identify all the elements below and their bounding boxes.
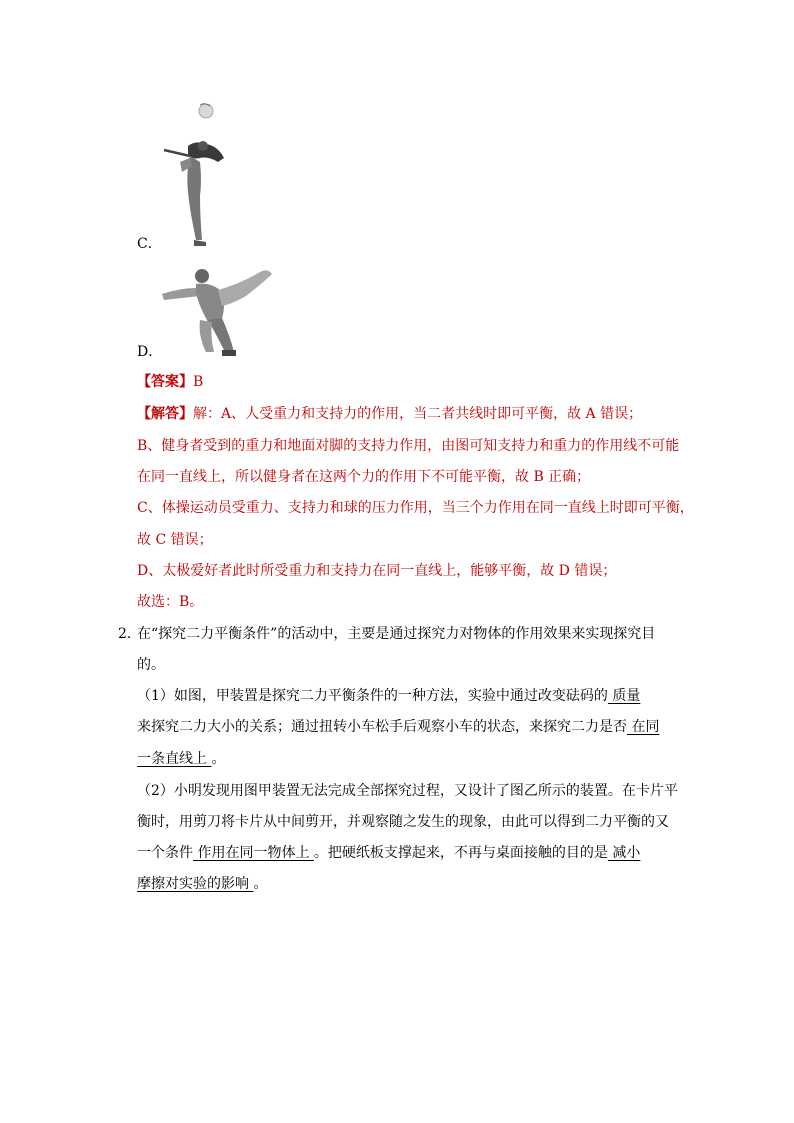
analysis-tag: 【解答】: [137, 406, 193, 422]
part2-blank-reduce-a: 减小: [607, 845, 641, 861]
part1-end: 。: [211, 751, 226, 767]
part2-text-a: 一个条件: [137, 845, 193, 861]
part1-blank-line-a: 在同: [627, 719, 660, 735]
answer-value: B: [193, 374, 204, 390]
part2-line1: （2）小明发现用图甲装置无法完成全部探究过程，又设计了图乙所示的装置。在卡片平: [137, 783, 678, 799]
question2-stem-line1: 在“探究二力平衡条件”的活动中，主要是通过探究力对物体的作用效果来实现探究目: [137, 626, 656, 642]
option-c-label: C．: [137, 236, 162, 252]
part1-line1: [137, 686, 640, 706]
analysis-line-5: 故 C 错误；: [137, 532, 213, 548]
analysis-line-6: D、太极爱好者此时所受重力和支持力在同一直线上，能够平衡，故 D 错误；: [137, 563, 617, 579]
question2-number: 2．: [118, 626, 141, 642]
answer-tag: 【答案】: [137, 374, 193, 390]
part1-text-1: （1）如图，甲装置是探究二力平衡条件的一种方法，实验中通过改变砝码的: [137, 688, 608, 704]
part2-end: 。: [253, 876, 268, 892]
part2-text-b: 。把硬纸板支撑起来，不再与桌面接触的目的是: [313, 845, 608, 861]
analysis-line-7: 故选：B。: [137, 594, 204, 610]
analysis-line-1: [137, 404, 642, 424]
figure-d-taichi-image: [160, 266, 274, 356]
part2-line4: [137, 874, 267, 894]
part2-blank-reduce-b: 摩擦对实验的影响: [137, 876, 254, 892]
part1-text-2: 来探究二力大小的关系；通过扭转小车松手后观察小车的状态，来探究二力是否: [137, 719, 627, 735]
part1-line3: [137, 749, 225, 769]
answer-line: [137, 372, 203, 392]
part1-line2: [137, 717, 659, 737]
part1-blank-mass: 质量: [607, 688, 641, 704]
option-d-label: D．: [137, 344, 163, 360]
analysis-line-2: B、健身者受到的重力和地面对脚的支持力作用，由图可知支持力和重力的作用线不可能: [137, 438, 680, 454]
part1-blank-line-b: 一条直线上: [137, 751, 212, 767]
figure-c-gymnast-image: [160, 100, 235, 248]
question2-stem-line2: 的。: [137, 657, 165, 673]
analysis-text: 解：A、人受重力和支持力的作用，当二者共线时即可平衡，故 A 错误；: [193, 406, 643, 422]
analysis-line-3: 在同一直线上，所以健身者在这两个力的作用下不可能平衡，故 B 正确；: [137, 469, 591, 485]
analysis-line-4: C、体操运动员受重力、支持力和球的压力作用，当三个力作用在同一直线上时即可平衡，: [137, 500, 694, 516]
part2-line3: [137, 843, 640, 863]
part2-blank-same-object: 作用在同一物体上: [193, 845, 314, 861]
part2-line2: 衡时，用剪刀将卡片从中间剪开，并观察随之发生的现象，由此可以得到二力平衡的又: [137, 814, 669, 830]
